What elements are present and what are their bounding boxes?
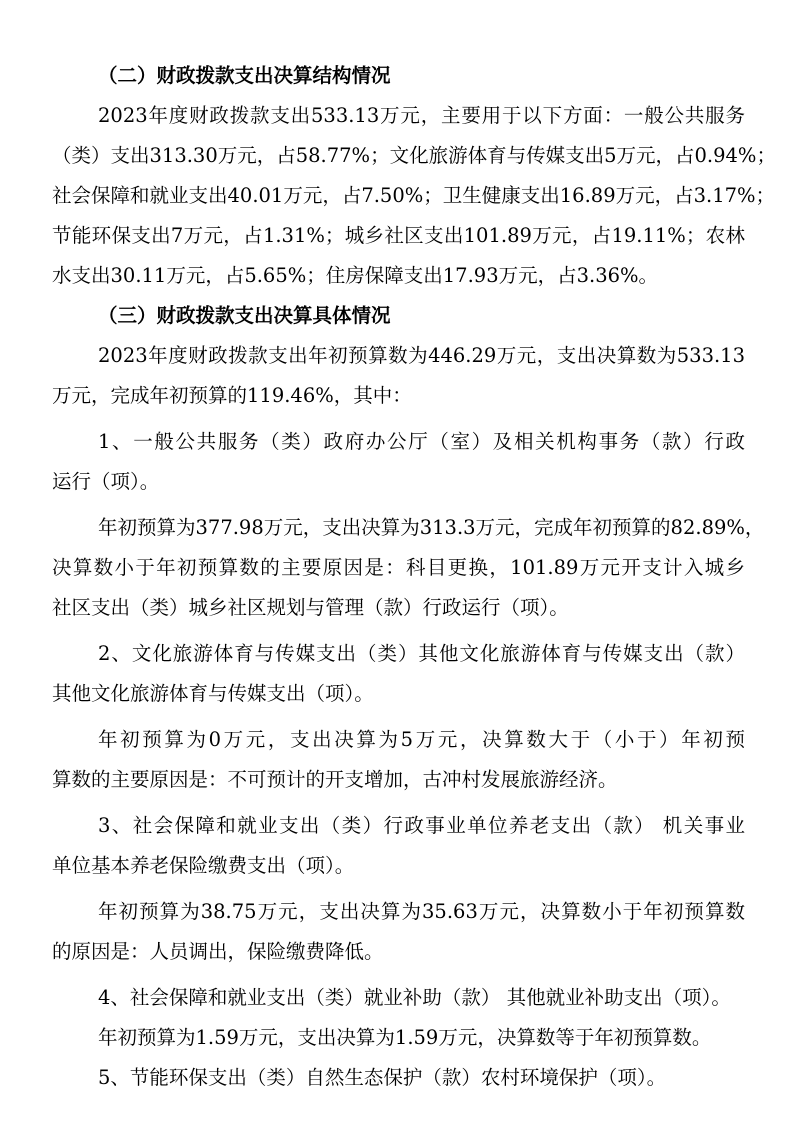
- section-heading-structure: （二）财政拨款支出决算结构情况: [98, 64, 391, 87]
- paragraph-line: 算数的主要原因是：不可预计的开支增加，古冲村发展旅游经济。: [52, 768, 618, 791]
- paragraph-line: 节能环保支出7万元，占1.31%；城乡社区支出101.89万元，占19.11%；农林: [52, 224, 745, 247]
- item-heading-1-cont: 运行（项）。: [52, 470, 160, 493]
- item-heading-1: 1、一般公共服务（类）政府办公厅（室）及相关机构事务（款）行政: [98, 430, 745, 453]
- item-heading-3: 3、社会保障和就业支出（类）行政事业单位养老支出（款） 机关事业: [98, 814, 745, 837]
- item-heading-5: 5、节能环保支出（类）自然生态保护（款）农村环境保护（项）。: [98, 1066, 667, 1089]
- item-heading-2: 2、文化旅游体育与传媒支出（类）其他文化旅游体育与传媒支出（款）: [98, 642, 745, 665]
- item-heading-2-cont: 其他文化旅游体育与传媒支出（项）。: [52, 682, 374, 705]
- paragraph-line: 社区支出（类）城乡社区规划与管理（款）行政运行（项）。: [52, 596, 569, 619]
- paragraph-line: 2023年度财政拨款支出533.13万元，主要用于以下方面：一般公共服务: [98, 104, 745, 127]
- paragraph-line: 万元，完成年初预算的119.46%，其中：: [52, 384, 412, 407]
- paragraph-line: 水支出30.11万元，占5.65%；住房保障支出17.93万元，占3.36%。: [52, 264, 659, 287]
- item-heading-3-cont: 单位基本养老保险缴费支出（项）。: [52, 854, 355, 877]
- item-heading-4: 4、社会保障和就业支出（类）就业补助（款） 其他就业补助支出（项）。: [98, 986, 731, 1009]
- paragraph-line: 年初预算为377.98万元，支出决算为313.3万元，完成年初预算的82.89%，: [98, 516, 765, 539]
- section-heading-details: （三）财政拨款支出决算具体情况: [98, 304, 391, 327]
- paragraph-line: 年初预算为1.59万元，支出决算为1.59万元，决算数等于年初预算数。: [98, 1026, 712, 1049]
- paragraph-line: 年初预算为38.75万元，支出决算为35.63万元，决算数小于年初预算数: [98, 900, 745, 923]
- paragraph-line: 社会保障和就业支出40.01万元，占7.50%；卫生健康支出16.89万元，占3.17%；: [52, 184, 776, 207]
- paragraph-line: 2023年度财政拨款支出年初预算数为446.29万元，支出决算数为533.13: [98, 344, 745, 367]
- paragraph-line: 的原因是：人员调出，保险缴费降低。: [52, 940, 384, 963]
- paragraph-line: （类）支出313.30万元，占58.77%；文化旅游体育与传媒支出5万元，占0.94%；: [52, 144, 776, 167]
- paragraph-line: 年初预算为0万元，支出决算为5万元，决算数大于（小于）年初预: [98, 728, 745, 751]
- paragraph-line: 决算数小于年初预算数的主要原因是：科目更换，101.89万元开支计入城乡: [52, 556, 745, 579]
